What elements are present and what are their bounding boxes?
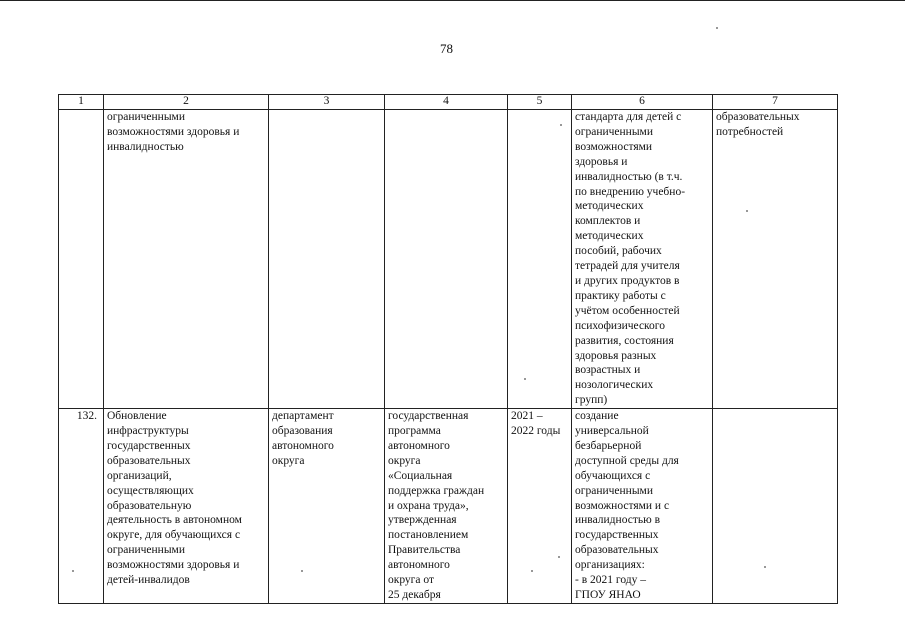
page-number: 78 xyxy=(440,41,453,56)
scan-speck xyxy=(746,210,748,212)
header-col-3: 3 xyxy=(269,95,385,110)
header-col-6: 6 xyxy=(572,95,713,110)
scan-speck xyxy=(72,570,74,572)
indicator-cell xyxy=(713,409,838,604)
measure-name-cell: ограниченными возможностями здоровья и инвалидностью xyxy=(104,110,269,409)
expected-result-cell: стандарта для детей с ограниченными возможностями здоровья и инвалидностью (в т.ч. по внедрению учебно- методических комплектов и методических пособий, рабочих тетрадей для учителя и других продуктов в практику работы с учётом особенностей психофизического развития, состояния здоровья разных возрастных и нозологических групп) xyxy=(572,110,713,409)
header-col-1: 1 xyxy=(59,95,104,110)
source-document-cell: государственная программа автономного округа «Социальная поддержка граждан и охрана труда», утвержденная постановлением Правительства автономного округа от 25 декабря xyxy=(385,409,508,604)
period-cell xyxy=(508,110,572,409)
scan-speck xyxy=(716,27,718,29)
scan-speck xyxy=(560,124,562,126)
responsible-cell xyxy=(269,110,385,409)
program-table xyxy=(58,94,838,604)
scan-speck xyxy=(558,556,560,558)
expected-result-cell: создание универсальной безбарьерной доступной среды для обучающихся с ограниченными возможностями и с инвалидностью в государственных образовательных организациях: - в 2021 году – ГПОУ ЯНАО xyxy=(572,409,713,604)
responsible-cell: департамент образования автономного округа xyxy=(269,409,385,604)
period-cell: 2021 – 2022 годы xyxy=(508,409,572,604)
header-col-4: 4 xyxy=(385,95,508,110)
table-row xyxy=(59,110,838,409)
row-number xyxy=(59,110,104,409)
header-col-7: 7 xyxy=(713,95,838,110)
scan-speck xyxy=(301,570,303,572)
scan-speck xyxy=(524,378,526,380)
scan-speck xyxy=(764,566,766,568)
row-number: 132. xyxy=(59,409,104,604)
header-col-5: 5 xyxy=(508,95,572,110)
table-header-row xyxy=(59,95,838,110)
table-row xyxy=(59,409,838,604)
scan-speck xyxy=(531,570,533,572)
header-col-2: 2 xyxy=(104,95,269,110)
top-border-rule xyxy=(0,0,905,1)
indicator-cell: образовательных потребностей xyxy=(713,110,838,409)
source-document-cell xyxy=(385,110,508,409)
measure-name-cell: Обновление инфраструктуры государственных образовательных организаций, осуществляющих образовательную деятельность в автономном округе, для обучающихся с ограниченными возможностями здоровья и детей-инвалидов xyxy=(104,409,269,604)
